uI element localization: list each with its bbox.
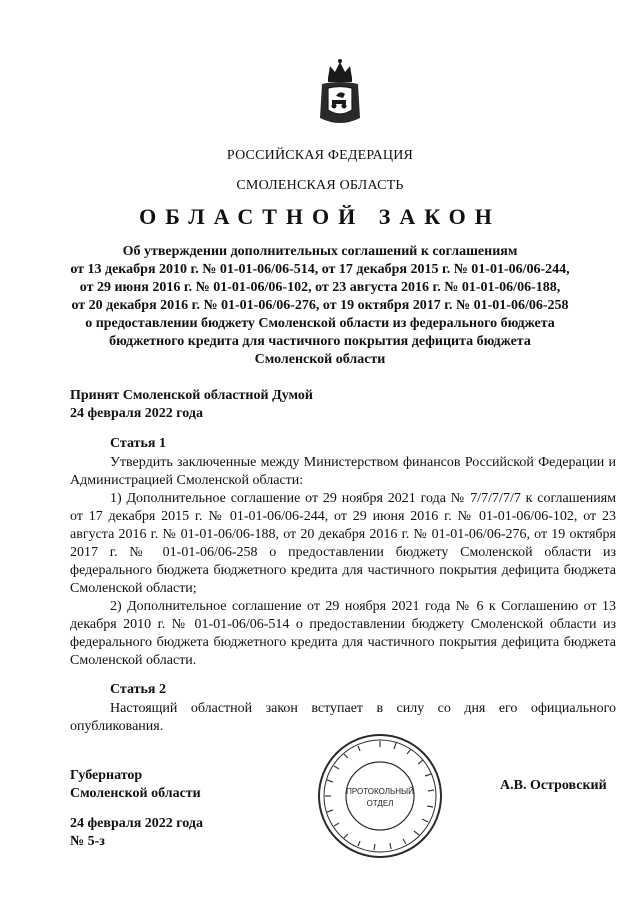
coat-of-arms-emblem [318,58,362,130]
stamp-center-line-1: ПРОТОКОЛЬНЫЙ [346,787,414,796]
article-2-heading: Статья 2 [110,682,166,697]
adopted-date: 24 февраля 2022 года [70,406,203,421]
law-number: № 5-з [70,834,105,849]
article-2-body [70,700,616,736]
title-line: о предоставлении бюджету Смоленской области из федерального бюджета [85,316,555,331]
document-type-heading: ОБЛАСТНОЙ ЗАКОН [139,204,501,229]
title-line: Смоленской области [254,352,386,367]
signatory-name: А.В. Островский [500,778,607,793]
article-1-intro: Утвердить заключенные между Министерством финансов Российской Федерации и Администрацией Смоленской области: [70,455,616,488]
law-date: 24 февраля 2022 года [70,816,203,831]
adopted-by: Принят Смоленской областной Думой [70,388,313,403]
article-1-heading: Статья 1 [110,436,166,451]
title-line: от 29 июня 2016 г. № 01-01-06/06-102, от 23 августа 2016 г. № 01-01-06/06-188, [79,280,561,295]
signatory-position: Губернатор [70,768,143,783]
article-2-text: Настоящий областной закон вступает в силу со дня его официального опубликования. [70,701,616,734]
title-line: от 13 декабря 2010 г. № 01-01-06/06-514, от 17 декабря 2015 г. № 01-01-06/06-244, [70,262,570,277]
article-1-item-2: 2) Дополнительное соглашение от 29 ноября 2021 года № 6 к Соглашению от 13 декабря 2010 г. № 01-01-06/06-514 о предоставлении бюджету Смоленской области из федерального бюджета бюджетного кредита для частичного покрытия дефицита бюджета Смоленской области. [70,599,616,668]
title-line: Об утверждении дополнительных соглашений к соглашениям [122,244,518,259]
article-1-body [70,454,616,670]
article-1-item-1: 1) Дополнительное соглашение от 29 ноября 2021 года № 7/7/7/7/7 к соглашениям от 17 декабря 2015 г. № 01-01-06/06-244, от 29 июня 2016 г. № 01-01-06/06-102, от 23 августа 2016 г. № 01-01-06/06-188, от 20 декабря 2016 г. № 01-01-06/06-276, от 19 октября 2017 г. № 01-01-06/06-258 о предоставлении бюджету Смоленской области из федерального бюджета бюджетного кредита для частичного покрытия дефицита бюджета Смоленской области; [70,491,616,596]
signatory-region: Смоленской области [70,786,201,801]
country-heading: РОССИЙСКАЯ ФЕДЕРАЦИЯ [226,148,414,163]
title-line: бюджетного кредита для частичного покрытия дефицита бюджета [109,334,531,349]
stamp-center-line-2: ОТДЕЛ [366,799,394,808]
official-seal-stamp [316,732,444,860]
title-line: от 20 декабря 2016 г. № 01-01-06/06-276, от 19 октября 2017 г. № 01-01-06/06-258 [71,298,569,313]
region-heading: СМОЛЕНСКАЯ ОБЛАСТЬ [236,178,404,193]
